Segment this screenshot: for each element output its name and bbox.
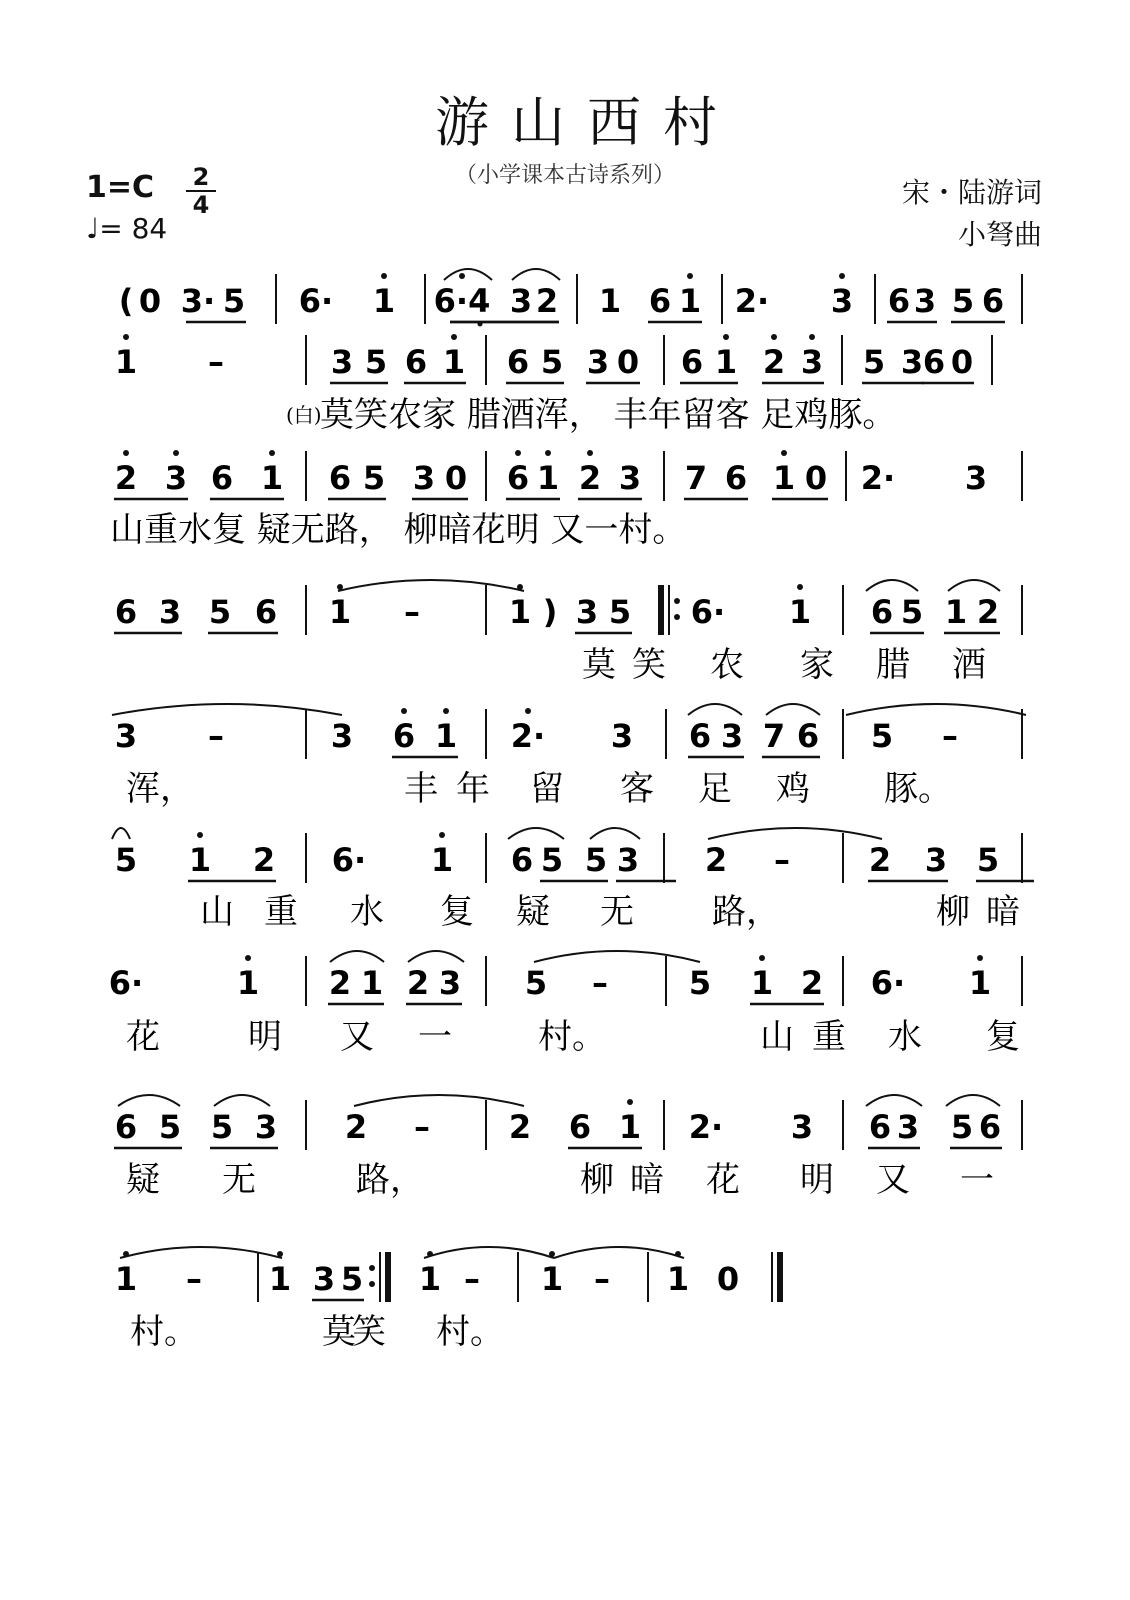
jianpu-note: 6· bbox=[690, 593, 726, 631]
jianpu-note: 3 bbox=[158, 593, 182, 631]
jianpu-note: 0 bbox=[444, 459, 468, 497]
slur bbox=[846, 704, 1026, 715]
jianpu-note: 1 bbox=[714, 343, 738, 381]
song-title: 游山西村 bbox=[435, 91, 739, 154]
jianpu-note: 5 bbox=[158, 1108, 182, 1146]
jianpu-note: – bbox=[774, 841, 790, 879]
jianpu-note: 5 bbox=[340, 1260, 364, 1298]
lyric-syllable: 豚。 bbox=[884, 769, 952, 809]
jianpu-note: 2 bbox=[114, 459, 138, 497]
jianpu-note: 1 bbox=[236, 964, 260, 1002]
jianpu-note: 6 bbox=[796, 717, 820, 755]
slur bbox=[118, 1095, 180, 1106]
slur bbox=[534, 951, 700, 962]
lyricist: 宋・陆游词 bbox=[901, 176, 1042, 209]
slur bbox=[708, 828, 882, 839]
octave-dot-high bbox=[809, 334, 815, 340]
jianpu-note: 6 bbox=[648, 282, 672, 320]
lyric-syllable: 暗 bbox=[630, 1160, 664, 1200]
jianpu-note: 5 bbox=[900, 593, 924, 631]
jianpu-note: 2· bbox=[510, 717, 546, 755]
jianpu-note: 0 bbox=[616, 343, 640, 381]
lyric-syllable: 笑 bbox=[352, 1312, 386, 1352]
jianpu-note: 3 bbox=[896, 1108, 920, 1146]
lyric-syllable: 重 bbox=[264, 892, 298, 932]
jianpu-note: 6 bbox=[978, 1108, 1002, 1146]
jianpu-note: 5 bbox=[950, 1108, 974, 1146]
octave-dot-high bbox=[687, 273, 693, 279]
lyric-syllable: 路， bbox=[712, 892, 780, 932]
jianpu-note: 1 bbox=[772, 459, 796, 497]
lyric-syllable: 明 bbox=[800, 1160, 834, 1200]
jianpu-note: 6 bbox=[680, 343, 704, 381]
jianpu-note: 1 bbox=[418, 1260, 442, 1298]
jianpu-note: 2 bbox=[704, 841, 728, 879]
jianpu-note: 5 bbox=[208, 593, 232, 631]
jianpu-note: 1 bbox=[618, 1108, 642, 1146]
jianpu-note: 2 bbox=[868, 841, 892, 879]
jianpu-note: 3 bbox=[509, 282, 533, 320]
jianpu-note: 3 bbox=[830, 282, 854, 320]
octave-dot-high bbox=[771, 334, 777, 340]
jianpu-note: 6 bbox=[568, 1108, 592, 1146]
lyric-syllable: 酒 bbox=[952, 645, 986, 685]
octave-dot-high bbox=[723, 334, 729, 340]
jianpu-note: 5 bbox=[688, 964, 712, 1002]
jianpu-note: 1 bbox=[750, 964, 774, 1002]
jianpu-note: 3· bbox=[180, 282, 216, 320]
octave-dot-high bbox=[245, 955, 251, 961]
lyric-syllable: 重 bbox=[812, 1017, 846, 1057]
lyric-syllable: 又 bbox=[340, 1017, 374, 1057]
jianpu-note: 1 bbox=[430, 841, 454, 879]
lyric-line: 山重水复 疑无路， 柳暗花明 又一村。 bbox=[110, 510, 687, 550]
time-signature-top: 2 bbox=[192, 163, 210, 191]
jianpu-note: 1 bbox=[540, 1260, 564, 1298]
lyric-syllable: 一 bbox=[418, 1017, 452, 1057]
jianpu-note: 1 bbox=[114, 1260, 138, 1298]
jianpu-note: 3 bbox=[312, 1260, 336, 1298]
spoken-marker: (白) bbox=[286, 403, 322, 427]
lyric-syllable: 复 bbox=[986, 1017, 1020, 1057]
slur bbox=[112, 828, 130, 839]
lyric-syllable: 无 bbox=[222, 1160, 256, 1200]
octave-dot-high bbox=[123, 334, 129, 340]
jianpu-note: 1 bbox=[360, 964, 384, 1002]
octave-dot-high bbox=[197, 832, 203, 838]
jianpu-note: 1 bbox=[666, 1260, 690, 1298]
slur bbox=[512, 269, 560, 280]
jianpu-note: 3 bbox=[610, 717, 634, 755]
jianpu-note: 2 bbox=[406, 964, 430, 1002]
jianpu-note: 6 bbox=[114, 1108, 138, 1146]
lyric-syllable: 莫 bbox=[322, 1312, 356, 1352]
jianpu-note: 1 bbox=[678, 282, 702, 320]
jianpu-note: 2· bbox=[860, 459, 896, 497]
lyric-syllable: 足 bbox=[698, 769, 732, 809]
jianpu-note: 7 bbox=[684, 459, 708, 497]
jianpu-note: 3 bbox=[254, 1108, 278, 1146]
jianpu-note: 6 bbox=[870, 593, 894, 631]
jianpu-note: 1 bbox=[328, 593, 352, 631]
slur bbox=[338, 580, 524, 591]
jianpu-note: ) bbox=[542, 593, 558, 631]
tempo-value: = 84 bbox=[99, 212, 168, 245]
lyric-syllable: 客 bbox=[620, 769, 654, 809]
lyric-syllable: 山 bbox=[200, 892, 234, 932]
jianpu-note: 5 bbox=[362, 459, 386, 497]
jianpu-note: 3 bbox=[720, 717, 744, 755]
lyric-syllable: 无 bbox=[600, 892, 634, 932]
lyric-syllable: 家 bbox=[800, 645, 834, 685]
jianpu-note: 3 bbox=[164, 459, 188, 497]
lyric-syllable: 浑， bbox=[126, 769, 194, 809]
lyric-syllable: 花 bbox=[126, 1017, 160, 1057]
jianpu-note: 5 bbox=[584, 841, 608, 879]
slur bbox=[508, 828, 564, 839]
jianpu-note: 3 bbox=[924, 841, 948, 879]
jianpu-note: 6 bbox=[688, 717, 712, 755]
octave-dot-high bbox=[525, 708, 531, 714]
octave-dot-high bbox=[459, 273, 465, 279]
octave-dot-high bbox=[123, 450, 129, 456]
lyric-syllable: 鸡 bbox=[776, 769, 810, 809]
slur bbox=[354, 1095, 524, 1106]
jianpu-note: 0 bbox=[716, 1260, 740, 1298]
slur bbox=[688, 704, 742, 715]
jianpu-note: 5 bbox=[222, 282, 246, 320]
jianpu-note: 2 bbox=[535, 282, 559, 320]
repeat-dot bbox=[369, 1281, 375, 1287]
jianpu-note: 1 bbox=[536, 459, 560, 497]
lyric-syllable: 村。 bbox=[538, 1017, 606, 1057]
jianpu-note: 6 bbox=[724, 459, 748, 497]
jianpu-note: 3 bbox=[412, 459, 436, 497]
jianpu-note: 3 bbox=[790, 1108, 814, 1146]
lyric-syllable: 复 bbox=[440, 892, 474, 932]
lyric-syllable: 花 bbox=[706, 1160, 740, 1200]
jianpu-note: 6· bbox=[870, 964, 906, 1002]
jianpu-note: 1 bbox=[434, 717, 458, 755]
jianpu-note: 6 bbox=[114, 593, 138, 631]
jianpu-note: 5 bbox=[862, 343, 886, 381]
slur bbox=[112, 704, 342, 715]
slur bbox=[948, 580, 1000, 591]
jianpu-note: – bbox=[208, 717, 224, 755]
quarter-note-icon: ♩ bbox=[86, 212, 100, 245]
slur bbox=[946, 1095, 1000, 1106]
repeat-dot bbox=[674, 598, 680, 604]
lyric-syllable: 丰 bbox=[404, 769, 438, 809]
jianpu-note: 3 bbox=[575, 593, 599, 631]
jianpu-note: 3 bbox=[913, 282, 937, 320]
jianpu-note: 1 bbox=[788, 593, 812, 631]
jianpu-note: 1 bbox=[268, 1260, 292, 1298]
jianpu-note: 1 bbox=[508, 593, 532, 631]
octave-dot-high bbox=[381, 273, 387, 279]
lyric-syllable: 一 bbox=[960, 1160, 994, 1200]
lyric-syllable: 又 bbox=[876, 1160, 910, 1200]
slur bbox=[590, 828, 640, 839]
jianpu-note: 6 bbox=[887, 282, 911, 320]
jianpu-note: 5 bbox=[608, 593, 632, 631]
jianpu-note: 5 bbox=[114, 841, 138, 879]
slur bbox=[424, 1247, 554, 1258]
jianpu-note: 5 bbox=[210, 1108, 234, 1146]
composer: 小弩曲 bbox=[957, 218, 1042, 251]
jianpu-note: 2 bbox=[800, 964, 824, 1002]
jianpu-note: 1 bbox=[968, 964, 992, 1002]
jianpu-note: 1 bbox=[260, 459, 284, 497]
lyric-syllable: 明 bbox=[248, 1017, 282, 1057]
lyric-syllable: 疑 bbox=[516, 892, 550, 932]
lyric-syllable: 路， bbox=[356, 1160, 424, 1200]
jianpu-note: – bbox=[594, 1260, 610, 1298]
repeat-dot bbox=[674, 614, 680, 620]
jianpu-note: 6 bbox=[922, 343, 946, 381]
jianpu-note: 1 bbox=[598, 282, 622, 320]
octave-dot-high bbox=[269, 450, 275, 456]
lyric-syllable: 疑 bbox=[126, 1160, 160, 1200]
jianpu-note: 2 bbox=[252, 841, 276, 879]
jianpu-note: 1 bbox=[372, 282, 396, 320]
jianpu-note: 5 bbox=[951, 282, 975, 320]
lyric-syllable: 山 bbox=[760, 1017, 794, 1057]
octave-dot-high bbox=[797, 584, 803, 590]
slur bbox=[554, 1247, 684, 1258]
jianpu-note: 6· bbox=[108, 964, 144, 1002]
jianpu-note: 1 bbox=[944, 593, 968, 631]
jianpu-note: 6 bbox=[328, 459, 352, 497]
jianpu-note: 1 bbox=[442, 343, 466, 381]
jianpu-note: 6 bbox=[510, 841, 534, 879]
repeat-dot bbox=[369, 1265, 375, 1271]
jianpu-note: 6·4 bbox=[433, 282, 491, 320]
jianpu-note: 1 bbox=[188, 841, 212, 879]
jianpu-note: 6· bbox=[298, 282, 334, 320]
jianpu-note: 0 bbox=[950, 343, 974, 381]
jianpu-note: 6 bbox=[404, 343, 428, 381]
jianpu-note: 2 bbox=[762, 343, 786, 381]
jianpu-note: 2· bbox=[688, 1108, 724, 1146]
time-signature-bottom: 4 bbox=[192, 191, 210, 219]
jianpu-note: 6 bbox=[254, 593, 278, 631]
jianpu-note: 2 bbox=[508, 1108, 532, 1146]
jianpu-note: 3 bbox=[330, 717, 354, 755]
jianpu-note: 3 bbox=[900, 343, 924, 381]
lyric-syllable: 村。 bbox=[436, 1312, 504, 1352]
jianpu-note: 2 bbox=[976, 593, 1000, 631]
octave-dot-high bbox=[839, 273, 845, 279]
jianpu-note: 5 bbox=[364, 343, 388, 381]
jianpu-note: 2 bbox=[328, 964, 352, 1002]
lyric-syllable: 莫 bbox=[582, 645, 616, 685]
octave-dot-high bbox=[759, 955, 765, 961]
jianpu-note: 3 bbox=[618, 459, 642, 497]
jianpu-note: 3 bbox=[616, 841, 640, 879]
lyric-syllable: 腊 bbox=[876, 645, 910, 685]
octave-dot-high bbox=[781, 450, 787, 456]
jianpu-note: – bbox=[464, 1260, 480, 1298]
jianpu-note: 5 bbox=[540, 841, 564, 879]
lyric-syllable: 暗 bbox=[986, 892, 1020, 932]
octave-dot-high bbox=[515, 450, 521, 456]
jianpu-note: – bbox=[942, 717, 958, 755]
slur bbox=[766, 704, 820, 715]
jianpu-note: 6 bbox=[506, 343, 530, 381]
lyric-syllable: 水 bbox=[888, 1017, 922, 1057]
slur bbox=[866, 1095, 922, 1106]
slur bbox=[444, 269, 492, 280]
lyric-syllable: 柳 bbox=[936, 892, 970, 932]
octave-dot-high bbox=[977, 955, 983, 961]
octave-dot-high bbox=[587, 450, 593, 456]
lyric-syllable: 留 bbox=[530, 769, 564, 809]
octave-dot-high bbox=[439, 832, 445, 838]
jianpu-note: 3 bbox=[586, 343, 610, 381]
lyric-line: 莫笑农家 腊酒浑， 丰年留客 足鸡豚。 bbox=[320, 395, 897, 435]
lyric-syllable: 笑 bbox=[632, 645, 666, 685]
slur bbox=[330, 951, 384, 962]
jianpu-note: 5 bbox=[870, 717, 894, 755]
jianpu-note: 7 bbox=[762, 717, 786, 755]
jianpu-note: 6 bbox=[506, 459, 530, 497]
octave-dot-high bbox=[401, 708, 407, 714]
jianpu-note: 5 bbox=[524, 964, 548, 1002]
jianpu-note: 3 bbox=[964, 459, 988, 497]
key-signature: 1=C bbox=[86, 170, 155, 205]
jianpu-note: 6 bbox=[981, 282, 1005, 320]
jianpu-note: 5 bbox=[976, 841, 1000, 879]
slur bbox=[866, 580, 918, 591]
jianpu-note: 2 bbox=[344, 1108, 368, 1146]
octave-dot-high bbox=[451, 334, 457, 340]
octave-dot-high bbox=[443, 708, 449, 714]
jianpu-note: 6· bbox=[331, 841, 367, 879]
lyric-syllable: 年 bbox=[456, 769, 490, 809]
lyric-syllable: 柳 bbox=[580, 1160, 614, 1200]
jianpu-note: 6 bbox=[392, 717, 416, 755]
jianpu-note: 6 bbox=[868, 1108, 892, 1146]
jianpu-note: 3 bbox=[330, 343, 354, 381]
octave-dot-high bbox=[627, 1099, 633, 1105]
jianpu-note: – bbox=[186, 1260, 202, 1298]
jianpu-note: 5 bbox=[540, 343, 564, 381]
lyric-syllable: 农 bbox=[710, 645, 744, 685]
jianpu-note: 2 bbox=[578, 459, 602, 497]
jianpu-note: – bbox=[208, 343, 224, 381]
jianpu-note: – bbox=[592, 964, 608, 1002]
jianpu-note: – bbox=[414, 1108, 430, 1146]
octave-dot-high bbox=[173, 450, 179, 456]
lyric-syllable: 水 bbox=[350, 892, 384, 932]
slur bbox=[214, 1095, 270, 1106]
jianpu-note: 3 bbox=[800, 343, 824, 381]
jianpu-note: 3 bbox=[114, 717, 138, 755]
jianpu-note: ( bbox=[118, 282, 134, 320]
jianpu-note: 2· bbox=[734, 282, 770, 320]
jianpu-note: 3 bbox=[438, 964, 462, 1002]
jianpu-note: 1 bbox=[114, 343, 138, 381]
slur bbox=[408, 951, 464, 962]
jianpu-note: 0 bbox=[138, 282, 162, 320]
octave-dot-high bbox=[545, 450, 551, 456]
song-subtitle: （小学课本古诗系列） bbox=[454, 163, 675, 188]
jianpu-note: 6 bbox=[210, 459, 234, 497]
jianpu-note: 0 bbox=[804, 459, 828, 497]
jianpu-note: – bbox=[404, 593, 420, 631]
lyric-syllable: 村。 bbox=[130, 1312, 198, 1352]
